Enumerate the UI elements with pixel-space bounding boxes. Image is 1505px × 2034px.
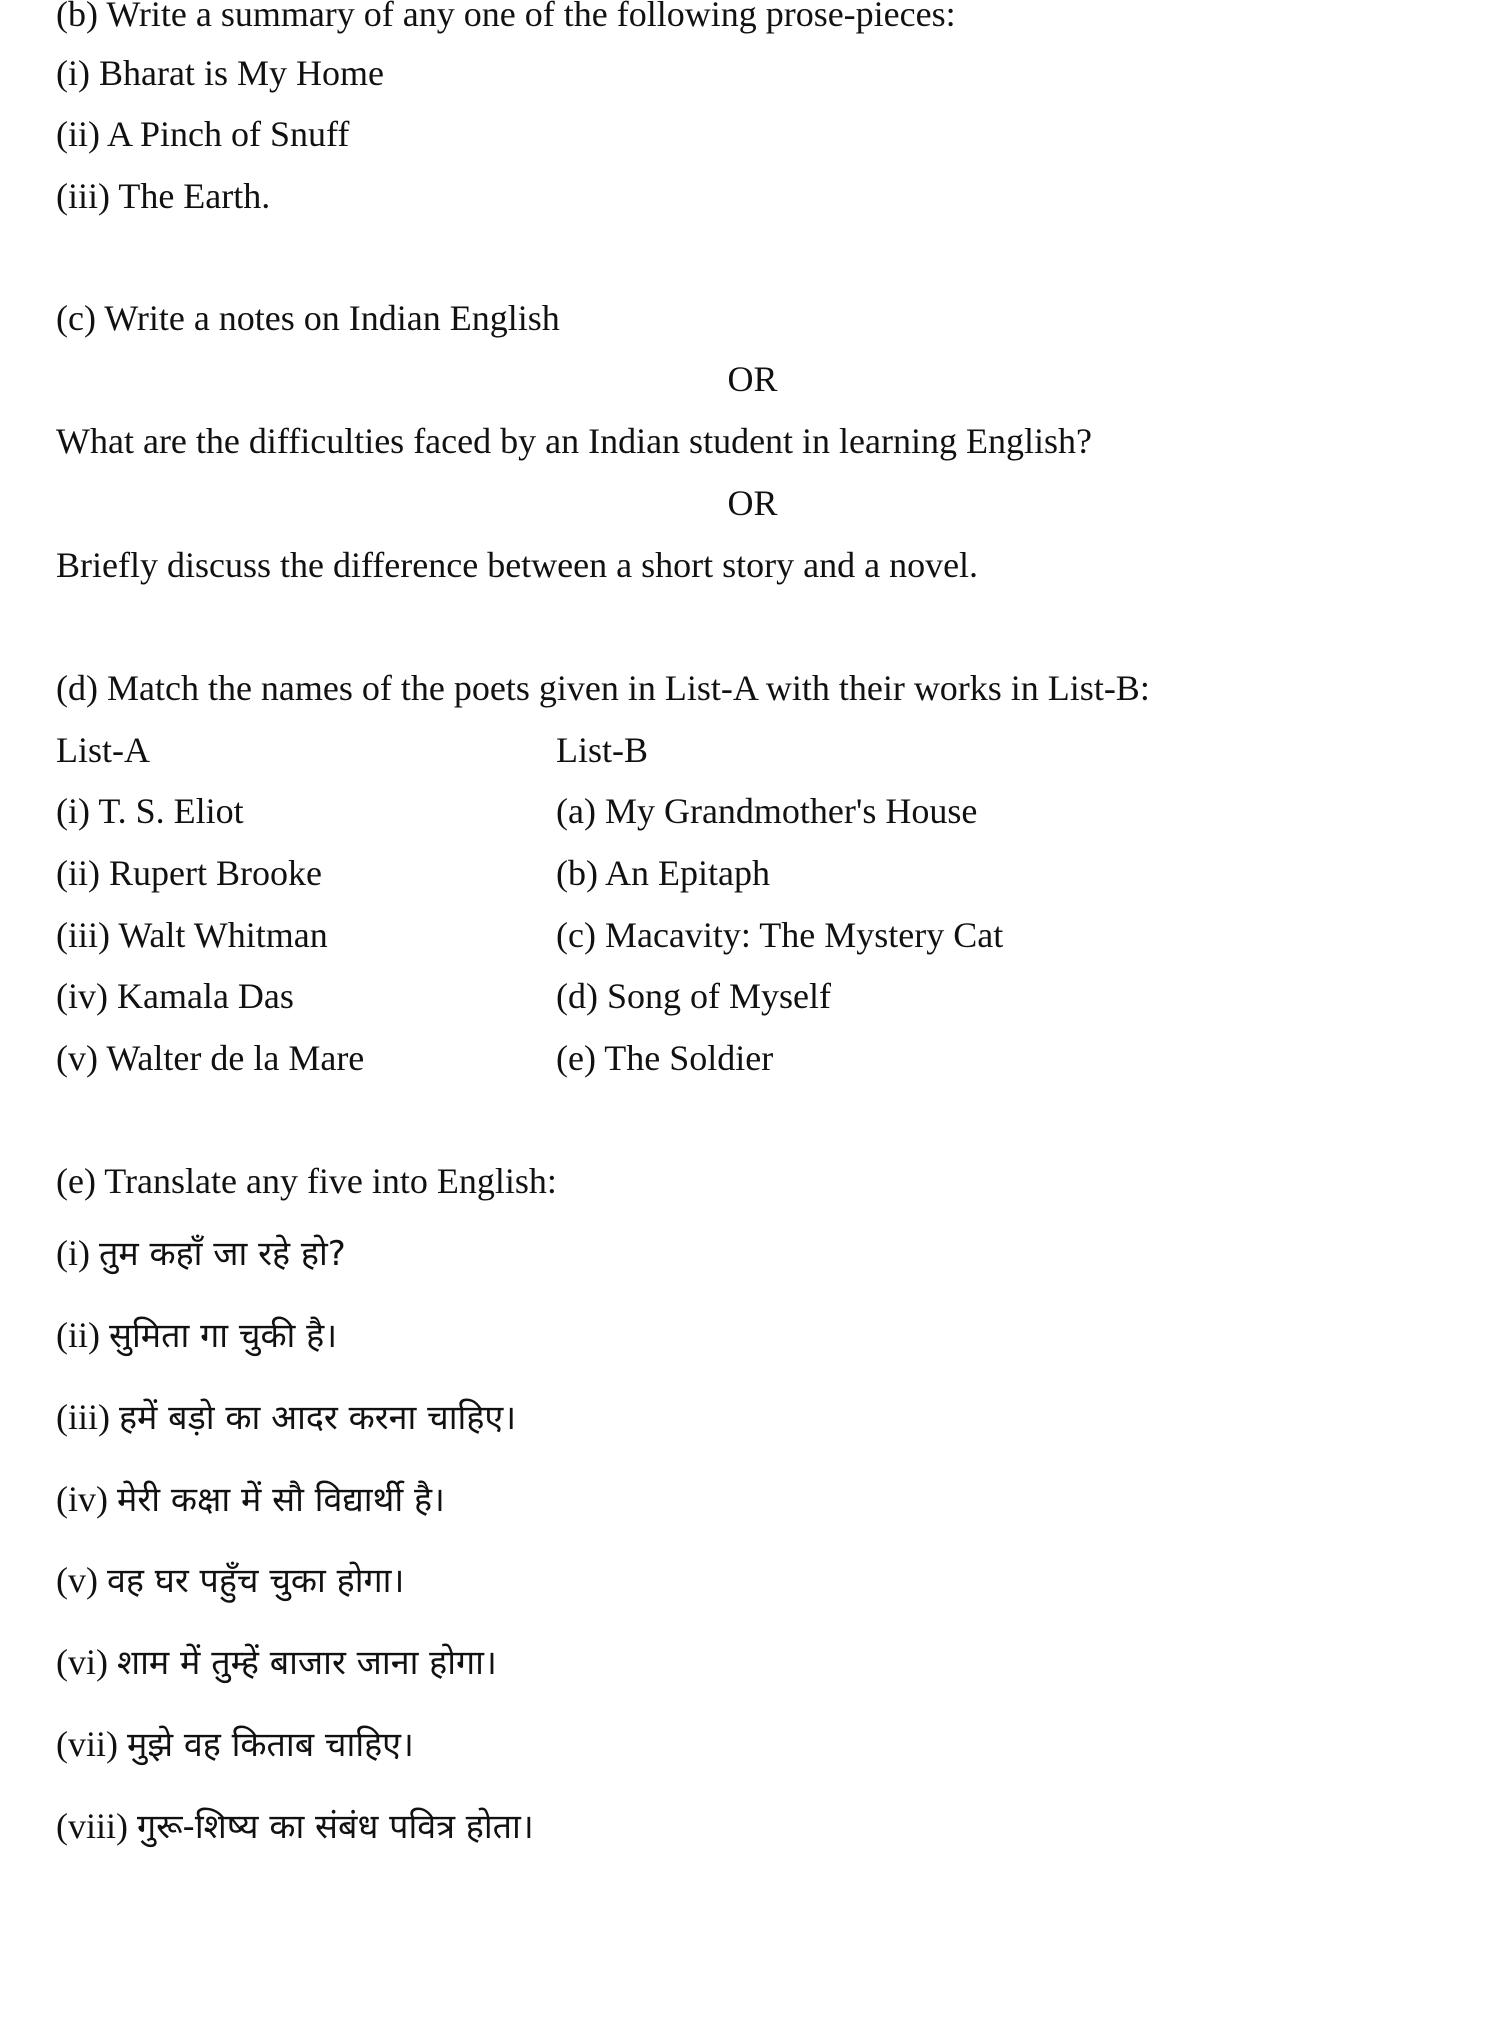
hindi-sentence: हमें बड़ो का आदर करना चाहिए।: [118, 1398, 517, 1438]
section-b-item: (i) Bharat is My Home: [56, 53, 384, 93]
list-a-item: (iv) Kamala Das: [56, 976, 294, 1016]
list-b-item: (a) My Grandmother's House: [556, 791, 978, 831]
list-b-item: (b) An Epitaph: [556, 853, 770, 893]
section-b-item: (iii) The Earth.: [56, 176, 271, 216]
list-a-item: (v) Walter de la Mare: [56, 1038, 365, 1078]
or-separator: OR: [727, 359, 778, 399]
section-c-question: (c) Write a notes on Indian English: [56, 298, 560, 338]
section-d-heading: (d) Match the names of the poets given in List-A with their works in List-B:: [56, 668, 1150, 708]
translation-number: (i): [56, 1233, 90, 1273]
translation-item: [56, 1395, 516, 1440]
hindi-sentence: गुरू-शिष्य का संबंध पवित्र होता।: [136, 1807, 534, 1847]
translation-number: (ii): [56, 1315, 100, 1355]
translation-number: (viii): [56, 1806, 128, 1846]
list-b-title: List-B: [556, 730, 649, 770]
or-separator: OR: [727, 483, 778, 523]
hindi-sentence: शाम में तुम्हें बाजार जाना होगा।: [116, 1643, 497, 1683]
section-b-item: (ii) A Pinch of Snuff: [56, 114, 350, 154]
translation-number: (v): [56, 1560, 98, 1600]
translation-item: [56, 1640, 497, 1685]
translation-item: [56, 1231, 346, 1276]
list-a-item: (ii) Rupert Brooke: [56, 853, 322, 893]
hindi-sentence: मुझे वह किताब चाहिए।: [126, 1725, 414, 1765]
translation-number: (vii): [56, 1724, 118, 1764]
translation-item: [56, 1477, 445, 1522]
translation-item: [56, 1804, 534, 1849]
hindi-sentence: मेरी कक्षा में सौ विद्यार्थी है।: [116, 1480, 445, 1520]
section-c-question: What are the difficulties faced by an Indian student in learning English?: [56, 421, 1092, 461]
section-e-heading: (e) Translate any five into English:: [56, 1161, 557, 1201]
translation-number: (vi): [56, 1642, 108, 1682]
hindi-sentence: सुमिता गा चुकी है।: [108, 1316, 338, 1356]
translation-item: [56, 1313, 337, 1358]
translation-item: [56, 1558, 404, 1603]
list-a-item: (i) T. S. Eliot: [56, 791, 244, 831]
translation-number: (iii): [56, 1397, 110, 1437]
list-a-title: List-A: [56, 730, 150, 770]
section-b-heading: (b) Write a summary of any one of the following prose-pieces:: [56, 0, 956, 34]
list-b-item: (e) The Soldier: [556, 1038, 774, 1078]
hindi-sentence: वह घर पहुँच चुका होगा।: [106, 1561, 405, 1601]
list-a-item: (iii) Walt Whitman: [56, 915, 328, 955]
list-b-item: (c) Macavity: The Mystery Cat: [556, 915, 1004, 955]
section-c-question: Briefly discuss the difference between a short story and a novel.: [56, 545, 979, 585]
translation-number: (iv): [56, 1479, 108, 1519]
translation-item: [56, 1722, 414, 1767]
hindi-sentence: तुम कहाँ जा रहे हो?: [98, 1234, 346, 1274]
list-b-item: (d) Song of Myself: [556, 976, 831, 1016]
